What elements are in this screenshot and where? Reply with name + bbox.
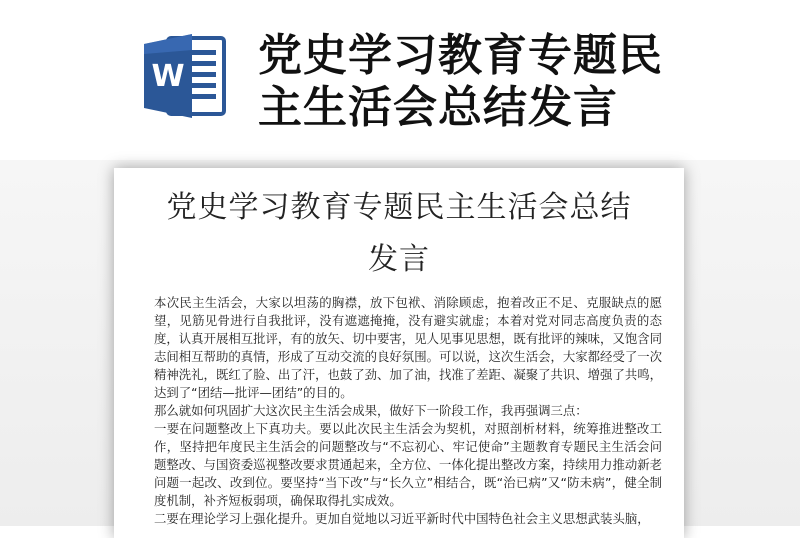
banner xyxy=(0,0,800,160)
document-body xyxy=(154,294,662,528)
banner-title-line-1: 党史学习教育专题民 xyxy=(258,30,663,81)
document-title-line-1: 党史学习教育专题民主生活会总结 xyxy=(166,190,632,225)
svg-text:W: W xyxy=(151,59,185,94)
banner-title-line-2: 主生活会总结发言 xyxy=(258,82,618,133)
document-title-line-2: 发言 xyxy=(368,242,430,277)
banner-title xyxy=(258,30,778,134)
document-paragraph: 那么就如何巩固扩大这次民主生活会成果，做好下一阶段工作，我再强调三点： xyxy=(154,403,588,418)
document-paragraph: 一要在问题整改上下真功夫。要以此次民主生活会为契机，对照剖析材料，统筹推进整改工作，坚持把年度民主生活会的问题整改与“不忘初心、牢记使命”主题教育专题民主生活会问题整改、与国资委巡视整改要求贯通起来，全方位、一体化提出整改方案，持续用力推动新老问题一起改、改到位。要坚持“当下改”与“长久立”相结合，既“治已病”又“防未病”，健全制度机制，补齐短板弱项，确保取得扎实成效。 xyxy=(154,421,663,508)
word-document-icon xyxy=(138,30,230,122)
document-paragraph: 本次民主生活会，大家以坦荡的胸襟，放下包袱、消除顾虑，抱着改正不足、克服缺点的愿望，见筋见骨进行自我批评，没有遮遮掩掩，没有避实就虚；本着对党对同志高度负责的态度，认真开展相互批评，有的放矢、切中要害，见人见事见思想，既有批评的辣味，又饱含同志间相互帮助的真情，形成了互动交流的良好氛围。可以说，这次生活会，大家都经受了一次精神洗礼，既红了脸、出了汗，也鼓了劲、加了油，找准了差距、凝聚了共识、增强了共鸣，达到了“团结—批评—团结”的目的。 xyxy=(154,295,663,400)
document-page xyxy=(114,168,684,538)
document-title xyxy=(114,182,684,286)
document-paragraph: 二要在理论学习上强化提升。更加自觉地以习近平新时代中国特色社会主义思想武装头脑， xyxy=(154,511,650,526)
